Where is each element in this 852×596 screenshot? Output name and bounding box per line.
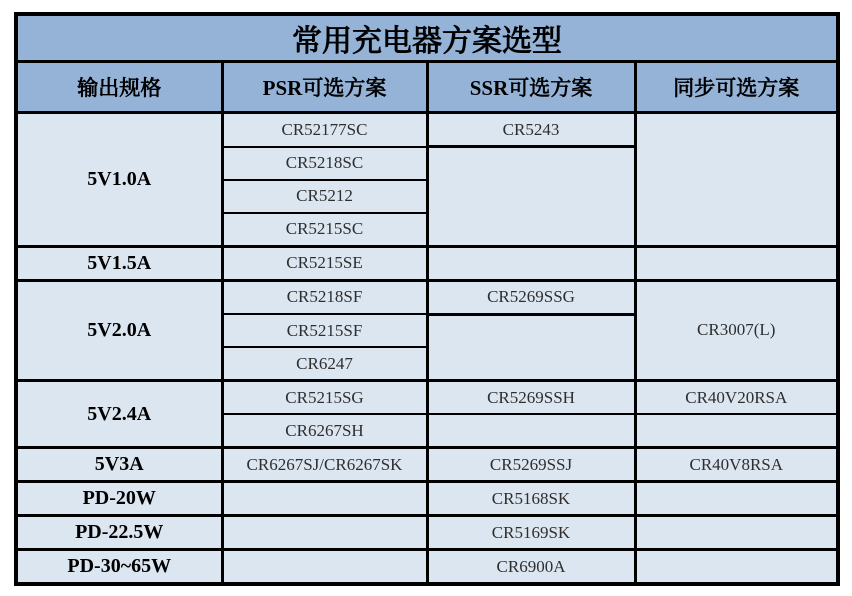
- table-row: [16, 381, 838, 415]
- table-title-row: [16, 14, 838, 62]
- cell-pd22-5w-ssr: CR5169SK: [427, 516, 635, 550]
- cell-5v2-0a-psr-3: CR6247: [222, 347, 427, 381]
- charger-solution-table: [14, 12, 840, 586]
- cell-5v2-0a-ssr-rest: [427, 314, 635, 381]
- cell-pd22-5w-sync: [635, 516, 838, 550]
- cell-5v1-0a-psr-3: CR5212: [222, 180, 427, 213]
- cell-5v2-4a-label: 5V2.4A: [16, 381, 222, 448]
- cell-5v3a-ssr: CR5269SSJ: [427, 448, 635, 482]
- table-header-row: [16, 62, 838, 113]
- cell-pd30-65w-label: PD-30~65W: [16, 550, 222, 585]
- cell-pd20w-ssr: CR5168SK: [427, 482, 635, 516]
- header-sync-options: 同步可选方案: [635, 62, 838, 113]
- cell-5v1-0a-sync: [635, 113, 838, 247]
- cell-5v2-4a-psr-1: CR5215SG: [222, 381, 427, 415]
- cell-5v1-0a-label: 5V1.0A: [16, 113, 222, 247]
- cell-5v1-0a-ssr-1: CR5243: [427, 113, 635, 147]
- cell-pd30-65w-sync: [635, 550, 838, 585]
- table-row: [16, 280, 838, 314]
- cell-5v2-0a-sync: CR3007(L): [635, 280, 838, 381]
- cell-5v3a-psr: CR6267SJ/CR6267SK: [222, 448, 427, 482]
- cell-pd20w-label: PD-20W: [16, 482, 222, 516]
- cell-pd22-5w-psr: [222, 516, 427, 550]
- header-psr-options: PSR可选方案: [222, 62, 427, 113]
- header-output-spec: 输出规格: [16, 62, 222, 113]
- cell-5v1-0a-psr-2: CR5218SC: [222, 147, 427, 180]
- cell-pd30-65w-psr: [222, 550, 427, 585]
- cell-pd30-65w-ssr: CR6900A: [427, 550, 635, 585]
- cell-5v2-0a-label: 5V2.0A: [16, 280, 222, 381]
- header-ssr-options: SSR可选方案: [427, 62, 635, 113]
- table-row: [16, 516, 838, 550]
- cell-5v2-0a-psr-2: CR5215SF: [222, 314, 427, 347]
- cell-5v1-5a-psr: CR5215SE: [222, 246, 427, 280]
- cell-5v1-0a-ssr-rest: [427, 147, 635, 247]
- cell-5v2-4a-ssr-1: CR5269SSH: [427, 381, 635, 415]
- cell-pd20w-sync: [635, 482, 838, 516]
- table-row: [16, 550, 838, 585]
- cell-5v2-4a-sync-1: CR40V20RSA: [635, 381, 838, 415]
- cell-pd20w-psr: [222, 482, 427, 516]
- cell-5v1-0a-psr-1: CR52177SC: [222, 113, 427, 147]
- cell-5v1-0a-psr-4: CR5215SC: [222, 213, 427, 247]
- table-row: [16, 113, 838, 147]
- table-row: [16, 246, 838, 280]
- table-title: 常用充电器方案选型: [16, 14, 838, 62]
- cell-5v1-5a-label: 5V1.5A: [16, 246, 222, 280]
- cell-5v2-4a-sync-2: [635, 414, 838, 448]
- cell-5v2-0a-psr-1: CR5218SF: [222, 280, 427, 314]
- cell-5v3a-sync: CR40V8RSA: [635, 448, 838, 482]
- cell-5v2-0a-ssr-1: CR5269SSG: [427, 280, 635, 314]
- cell-pd22-5w-label: PD-22.5W: [16, 516, 222, 550]
- table-row: [16, 482, 838, 516]
- cell-5v1-5a-sync: [635, 246, 838, 280]
- cell-5v2-4a-ssr-2: [427, 414, 635, 448]
- cell-5v3a-label: 5V3A: [16, 448, 222, 482]
- cell-5v1-5a-ssr: [427, 246, 635, 280]
- cell-5v2-4a-psr-2: CR6267SH: [222, 414, 427, 448]
- table-row: [16, 448, 838, 482]
